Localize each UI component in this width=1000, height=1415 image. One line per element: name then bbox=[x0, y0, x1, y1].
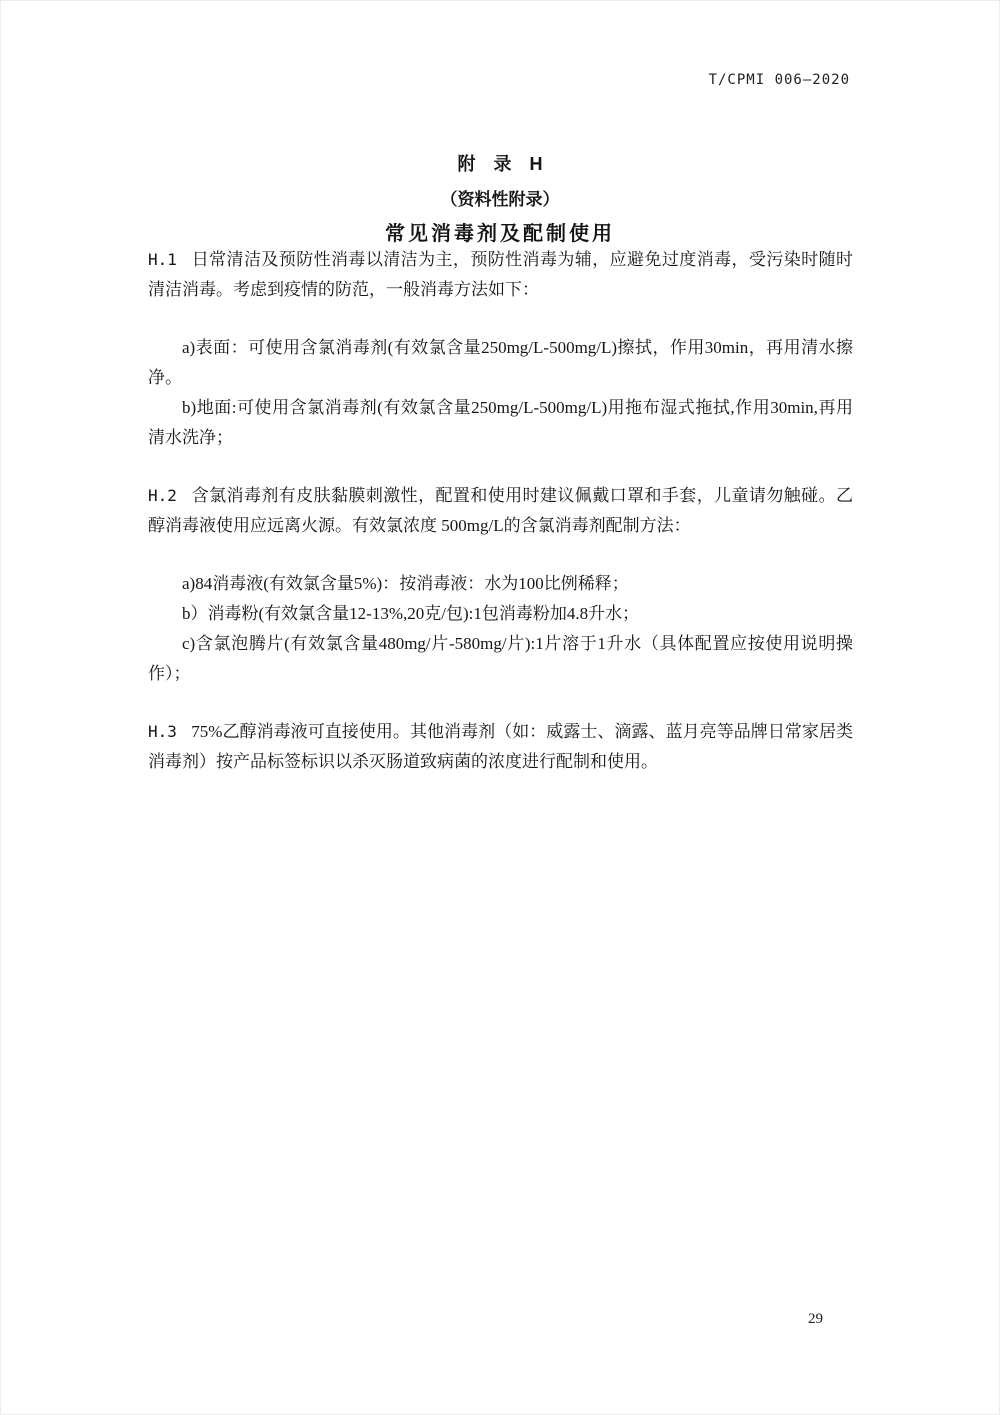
list-item-h1-b: b)地面:可使用含氯消毒剂(有效氯含量250mg/L-500mg/L)用拖布湿式拖拭,作用30min,再用清水洗净； bbox=[148, 398, 853, 447]
clause-text-h2: 含氯消毒剂有皮肤黏膜刺激性，配置和使用时建议佩戴口罩和手套，儿童请勿触碰。乙醇消毒液使用应远离火源。有效氯浓度 500mg/L的含氯消毒剂配制方法： bbox=[148, 486, 853, 535]
section-h1-paragraph bbox=[148, 245, 853, 305]
clause-label-h1: H.1 bbox=[148, 250, 177, 269]
page-number: 29 bbox=[808, 1311, 823, 1327]
clause-text-h3: 75%乙醇消毒液可直接使用。其他消毒剂（如：威露士、滴露、蓝月亮等品牌日常家居类消毒剂）按产品标签标识以杀灭肠道致病菌的浓度进行配制和使用。 bbox=[148, 722, 853, 771]
list-item-h2-b: b）消毒粉(有效氯含量12-13%,20克/包):1包消毒粉加4.8升水； bbox=[182, 604, 640, 623]
clause-text-h1: 日常清洁及预防性消毒以清洁为主，预防性消毒为辅，应避免过度消毒，受污染时随时清洁消毒。考虑到疫情的防范，一般消毒方法如下： bbox=[148, 250, 853, 299]
list-item-h2-c: c)含氯泡腾片(有效氯含量480mg/片-580mg/片):1片溶于1升水（具体配置应按使用说明操作）； bbox=[148, 634, 853, 683]
document-body bbox=[148, 245, 853, 777]
clause-label-h3: H.3 bbox=[148, 722, 177, 741]
standard-number: T/CPMI 006—2020 bbox=[708, 72, 850, 88]
clause-label-h2: H.2 bbox=[148, 486, 177, 505]
appendix-title: 附 录 H bbox=[457, 154, 543, 174]
appendix-title-block bbox=[1, 150, 999, 246]
appendix-subject-title: 常见消毒剂及配制使用 bbox=[385, 223, 615, 245]
list-item-h2-a: a)84消毒液(有效氯含量5%)：按消毒液：水为100比例稀释； bbox=[182, 574, 629, 593]
appendix-type-label: （资料性附录） bbox=[440, 190, 560, 209]
section-h2-paragraph bbox=[148, 481, 853, 541]
section-h3-paragraph bbox=[148, 717, 853, 777]
list-item-h1-a: a)表面：可使用含氯消毒剂(有效氯含量250mg/L-500mg/L)擦拭，作用30min，再用清水擦净。 bbox=[148, 338, 853, 387]
